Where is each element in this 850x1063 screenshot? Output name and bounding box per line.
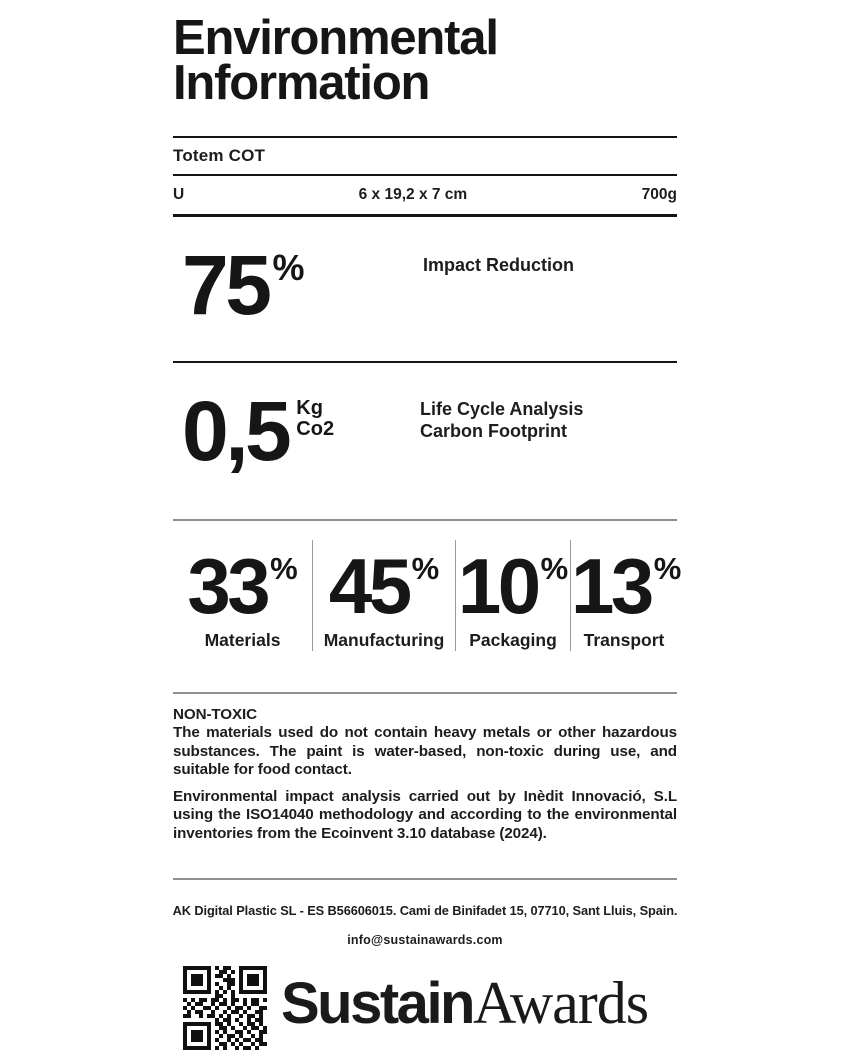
percent-sign: % xyxy=(411,551,440,586)
stat-manufacturing-label: Manufacturing xyxy=(323,630,445,650)
company-address: AK Digital Plastic SL - ES B56606015. Cami de Binifadet 15, 07710, Sant Lluis, Spain. xyxy=(172,903,678,918)
stat-number: 13 xyxy=(571,542,651,630)
page-title xyxy=(173,11,693,110)
divider-spec xyxy=(173,214,677,217)
carbon-footprint-number: 0,5 xyxy=(182,384,289,478)
divider-breakdown xyxy=(173,692,677,694)
percent-sign: % xyxy=(540,551,569,586)
divider-top xyxy=(173,136,677,138)
impact-breakdown-section xyxy=(173,540,682,651)
stat-packaging xyxy=(455,540,570,651)
carbon-label-line2: Carbon Footprint xyxy=(420,421,567,441)
brand-awards: Awards xyxy=(473,970,649,1036)
stat-materials xyxy=(173,540,312,651)
carbon-footprint-unit xyxy=(296,398,334,440)
notes-section xyxy=(173,706,677,843)
product-unit: U xyxy=(173,186,185,203)
stat-manufacturing xyxy=(312,540,455,651)
divider-product xyxy=(173,174,677,176)
page-title-line2: Information xyxy=(173,56,430,110)
carbon-footprint-section xyxy=(173,384,677,512)
page-title-line1: Environmental xyxy=(173,11,498,65)
percent-sign: % xyxy=(270,551,298,586)
stat-transport-value xyxy=(571,542,682,630)
percent-sign: % xyxy=(272,247,305,288)
stat-materials-value xyxy=(187,542,298,630)
carbon-unit-co2: Co2 xyxy=(296,418,335,440)
carbon-unit-kg: Kg xyxy=(296,397,323,419)
percent-sign: % xyxy=(653,551,682,586)
methodology-paragraph: Environmental impact analysis carried out by Inèdit Innovació, S.L using the ISO14040 methodology and according to the environmental inventories from the Ecoinvent 3.10 database (2024). xyxy=(173,788,677,842)
impact-reduction-value xyxy=(173,238,305,332)
stat-packaging-label: Packaging xyxy=(469,630,557,650)
divider-impact xyxy=(173,361,677,363)
contact-email[interactable] xyxy=(0,933,850,947)
product-weight: 700g xyxy=(641,186,677,203)
carbon-footprint-label xyxy=(420,398,583,442)
non-toxic-paragraph: The materials used do not contain heavy metals or other hazardous substances. The paint is water-based, non-toxic during use, and suitable for food contact. xyxy=(173,724,677,778)
product-spec-row xyxy=(173,186,677,204)
divider-footer xyxy=(173,878,677,880)
carbon-footprint-value xyxy=(173,384,335,478)
qr-code xyxy=(183,966,267,1050)
contact-email-link[interactable]: info@sustainawards.com xyxy=(347,933,503,947)
sustain-awards-logo xyxy=(281,969,648,1038)
qr-module xyxy=(263,1046,267,1050)
divider-carbon xyxy=(173,519,677,521)
brand-sustain: Sustain xyxy=(281,971,473,1036)
stat-materials-label: Materials xyxy=(204,630,281,650)
stat-number: 33 xyxy=(187,542,268,630)
product-name: Totem COT xyxy=(173,146,266,165)
stat-transport xyxy=(570,540,682,651)
product-dimensions: 6 x 19,2 x 7 cm xyxy=(358,186,468,203)
stat-manufacturing-value xyxy=(328,542,440,630)
carbon-label-line1: Life Cycle Analysis xyxy=(420,399,584,419)
impact-reduction-section xyxy=(173,238,677,361)
stat-packaging-value xyxy=(457,542,569,630)
stat-number: 10 xyxy=(457,542,538,630)
non-toxic-heading: NON-TOXIC xyxy=(173,706,258,723)
impact-reduction-label: Impact Reduction xyxy=(423,255,575,275)
stat-transport-label: Transport xyxy=(583,630,665,650)
impact-reduction-number: 75 xyxy=(182,238,269,332)
stat-number: 45 xyxy=(328,542,409,630)
